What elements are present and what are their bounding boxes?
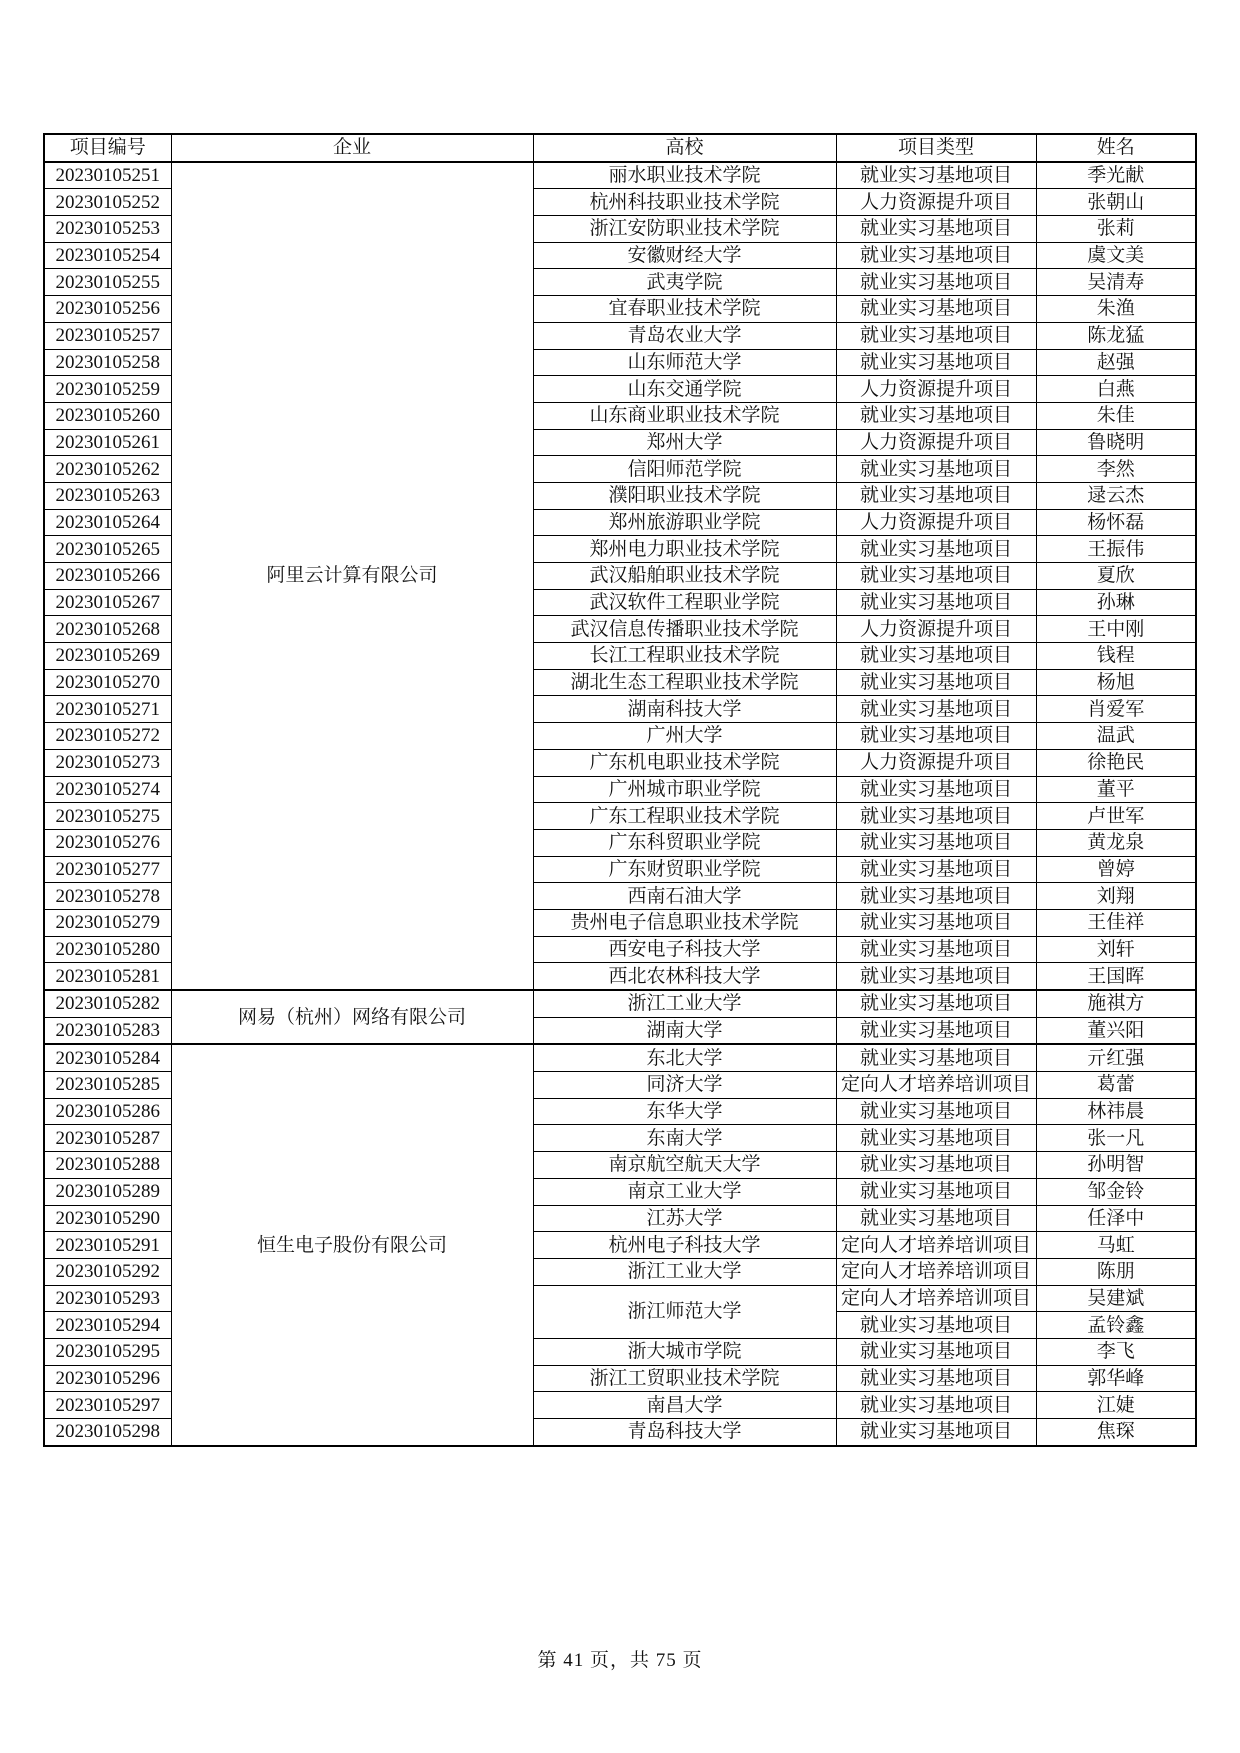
project-type-cell: 就业实习基地项目 [836, 402, 1036, 429]
project-id-cell: 20230105271 [44, 696, 171, 723]
person-name-cell: 李然 [1036, 456, 1196, 483]
project-id-cell: 20230105269 [44, 643, 171, 670]
university-cell: 浙江安防职业技术学院 [533, 216, 836, 243]
person-name-cell: 夏欣 [1036, 563, 1196, 590]
university-cell: 杭州电子科技大学 [533, 1232, 836, 1259]
project-type-cell: 就业实习基地项目 [836, 589, 1036, 616]
person-name-cell: 李飞 [1036, 1338, 1196, 1365]
table-row [44, 162, 1196, 189]
university-cell: 郑州电力职业技术学院 [533, 536, 836, 563]
university-cell: 同济大学 [533, 1072, 836, 1099]
person-name-cell: 林祎晨 [1036, 1098, 1196, 1125]
project-type-cell: 人力资源提升项目 [836, 429, 1036, 456]
project-type-cell: 就业实习基地项目 [836, 883, 1036, 910]
university-cell: 东华大学 [533, 1098, 836, 1125]
project-type-cell: 就业实习基地项目 [836, 669, 1036, 696]
project-type-cell: 就业实习基地项目 [836, 1098, 1036, 1125]
project-type-cell: 就业实习基地项目 [836, 349, 1036, 376]
university-cell: 青岛科技大学 [533, 1419, 836, 1446]
project-type-cell: 就业实习基地项目 [836, 162, 1036, 189]
university-cell: 山东商业职业技术学院 [533, 402, 836, 429]
project-id-cell: 20230105275 [44, 803, 171, 830]
person-name-cell: 孙琳 [1036, 589, 1196, 616]
person-name-cell: 王国晖 [1036, 963, 1196, 990]
project-type-cell: 就业实习基地项目 [836, 536, 1036, 563]
person-name-cell: 江婕 [1036, 1392, 1196, 1419]
project-id-cell: 20230105278 [44, 883, 171, 910]
university-cell: 广州大学 [533, 723, 836, 750]
university-cell: 浙大城市学院 [533, 1338, 836, 1365]
person-name-cell: 孙明智 [1036, 1152, 1196, 1179]
project-id-cell: 20230105264 [44, 509, 171, 536]
project-id-cell: 20230105283 [44, 1017, 171, 1044]
university-cell: 浙江师范大学 [533, 1285, 836, 1338]
project-id-cell: 20230105259 [44, 376, 171, 403]
company-cell: 网易（杭州）网络有限公司 [171, 990, 533, 1044]
project-id-cell: 20230105281 [44, 963, 171, 990]
person-name-cell: 董兴阳 [1036, 1017, 1196, 1044]
university-cell: 郑州大学 [533, 429, 836, 456]
project-id-cell: 20230105268 [44, 616, 171, 643]
project-id-cell: 20230105282 [44, 990, 171, 1017]
project-id-cell: 20230105290 [44, 1205, 171, 1232]
person-name-cell: 季光献 [1036, 162, 1196, 189]
company-cell: 恒生电子股份有限公司 [171, 1044, 533, 1445]
university-cell: 南京工业大学 [533, 1178, 836, 1205]
project-id-cell: 20230105261 [44, 429, 171, 456]
project-type-cell: 就业实习基地项目 [836, 216, 1036, 243]
person-name-cell: 王中刚 [1036, 616, 1196, 643]
table-header [44, 134, 1196, 162]
university-cell: 湖南大学 [533, 1017, 836, 1044]
person-name-cell: 朱渔 [1036, 296, 1196, 323]
university-cell: 丽水职业技术学院 [533, 162, 836, 189]
project-id-cell: 20230105252 [44, 189, 171, 216]
person-name-cell: 郭华峰 [1036, 1365, 1196, 1392]
person-name-cell: 刘翔 [1036, 883, 1196, 910]
project-id-cell: 20230105287 [44, 1125, 171, 1152]
project-id-cell: 20230105251 [44, 162, 171, 189]
project-type-cell: 人力资源提升项目 [836, 749, 1036, 776]
project-id-cell: 20230105274 [44, 776, 171, 803]
university-cell: 浙江工业大学 [533, 1258, 836, 1285]
project-id-cell: 20230105293 [44, 1285, 171, 1312]
project-id-cell: 20230105280 [44, 936, 171, 963]
project-type-cell: 就业实习基地项目 [836, 723, 1036, 750]
project-type-cell: 就业实习基地项目 [836, 1044, 1036, 1071]
university-cell: 东南大学 [533, 1125, 836, 1152]
university-cell: 广东财贸职业学院 [533, 856, 836, 883]
person-name-cell: 孟铃鑫 [1036, 1312, 1196, 1339]
university-cell: 郑州旅游职业学院 [533, 509, 836, 536]
university-cell: 广州城市职业学院 [533, 776, 836, 803]
university-cell: 武汉信息传播职业技术学院 [533, 616, 836, 643]
university-cell: 江苏大学 [533, 1205, 836, 1232]
project-type-cell: 就业实习基地项目 [836, 1419, 1036, 1446]
person-name-cell: 葛蕾 [1036, 1072, 1196, 1099]
person-name-cell: 施祺方 [1036, 990, 1196, 1017]
project-type-cell: 就业实习基地项目 [836, 936, 1036, 963]
university-cell: 信阳师范学院 [533, 456, 836, 483]
project-id-cell: 20230105276 [44, 829, 171, 856]
person-name-cell: 赵强 [1036, 349, 1196, 376]
project-id-cell: 20230105288 [44, 1152, 171, 1179]
column-header-company: 企业 [171, 134, 533, 162]
university-cell: 山东交通学院 [533, 376, 836, 403]
person-name-cell: 卢世军 [1036, 803, 1196, 830]
person-name-cell: 钱程 [1036, 643, 1196, 670]
project-id-cell: 20230105262 [44, 456, 171, 483]
project-type-cell: 就业实习基地项目 [836, 803, 1036, 830]
project-type-cell: 人力资源提升项目 [836, 376, 1036, 403]
university-cell: 广东科贸职业学院 [533, 829, 836, 856]
person-name-cell: 陈龙猛 [1036, 322, 1196, 349]
project-id-cell: 20230105257 [44, 322, 171, 349]
person-name-cell: 徐艳民 [1036, 749, 1196, 776]
projects-table [43, 133, 1197, 1447]
project-id-cell: 20230105297 [44, 1392, 171, 1419]
university-cell: 东北大学 [533, 1044, 836, 1071]
project-type-cell: 就业实习基地项目 [836, 829, 1036, 856]
person-name-cell: 马虹 [1036, 1232, 1196, 1259]
person-name-cell: 逯云杰 [1036, 482, 1196, 509]
person-name-cell: 邹金铃 [1036, 1178, 1196, 1205]
person-name-cell: 吴清寿 [1036, 269, 1196, 296]
university-cell: 长江工程职业技术学院 [533, 643, 836, 670]
person-name-cell: 张一凡 [1036, 1125, 1196, 1152]
project-type-cell: 就业实习基地项目 [836, 1365, 1036, 1392]
person-name-cell: 虞文美 [1036, 242, 1196, 269]
project-id-cell: 20230105272 [44, 723, 171, 750]
project-type-cell: 就业实习基地项目 [836, 1125, 1036, 1152]
project-id-cell: 20230105298 [44, 1419, 171, 1446]
university-cell: 武夷学院 [533, 269, 836, 296]
project-id-cell: 20230105279 [44, 909, 171, 936]
column-header-project-id: 项目编号 [44, 134, 171, 162]
person-name-cell: 肖爱军 [1036, 696, 1196, 723]
project-type-cell: 就业实习基地项目 [836, 242, 1036, 269]
project-type-cell: 就业实习基地项目 [836, 296, 1036, 323]
project-id-cell: 20230105253 [44, 216, 171, 243]
project-type-cell: 人力资源提升项目 [836, 509, 1036, 536]
project-type-cell: 就业实习基地项目 [836, 643, 1036, 670]
project-id-cell: 20230105265 [44, 536, 171, 563]
university-cell: 山东师范大学 [533, 349, 836, 376]
university-cell: 广东工程职业技术学院 [533, 803, 836, 830]
person-name-cell: 刘轩 [1036, 936, 1196, 963]
person-name-cell: 朱佳 [1036, 402, 1196, 429]
project-type-cell: 定向人才培养培训项目 [836, 1072, 1036, 1099]
project-id-cell: 20230105256 [44, 296, 171, 323]
project-type-cell: 就业实习基地项目 [836, 1312, 1036, 1339]
university-cell: 广东机电职业技术学院 [533, 749, 836, 776]
project-id-cell: 20230105291 [44, 1232, 171, 1259]
project-id-cell: 20230105296 [44, 1365, 171, 1392]
university-cell: 武汉软件工程职业学院 [533, 589, 836, 616]
project-type-cell: 就业实习基地项目 [836, 1017, 1036, 1044]
person-name-cell: 亓红强 [1036, 1044, 1196, 1071]
project-id-cell: 20230105285 [44, 1072, 171, 1099]
project-type-cell: 就业实习基地项目 [836, 776, 1036, 803]
page-number: 第 41 页，共 75 页 [537, 1650, 703, 1671]
project-type-cell: 就业实习基地项目 [836, 563, 1036, 590]
column-header-university: 高校 [533, 134, 836, 162]
column-header-project-type: 项目类型 [836, 134, 1036, 162]
project-id-cell: 20230105289 [44, 1178, 171, 1205]
project-id-cell: 20230105284 [44, 1044, 171, 1071]
project-id-cell: 20230105295 [44, 1338, 171, 1365]
project-id-cell: 20230105273 [44, 749, 171, 776]
project-type-cell: 就业实习基地项目 [836, 909, 1036, 936]
person-name-cell: 鲁晓明 [1036, 429, 1196, 456]
project-type-cell: 就业实习基地项目 [836, 856, 1036, 883]
table-row [44, 990, 1196, 1017]
project-type-cell: 就业实习基地项目 [836, 1338, 1036, 1365]
project-id-cell: 20230105255 [44, 269, 171, 296]
university-cell: 青岛农业大学 [533, 322, 836, 349]
project-type-cell: 就业实习基地项目 [836, 1205, 1036, 1232]
university-cell: 湖北生态工程职业技术学院 [533, 669, 836, 696]
person-name-cell: 黄龙泉 [1036, 829, 1196, 856]
project-table-body [44, 162, 1196, 1446]
person-name-cell: 任泽中 [1036, 1205, 1196, 1232]
person-name-cell: 张朝山 [1036, 189, 1196, 216]
person-name-cell: 焦琛 [1036, 1419, 1196, 1446]
university-cell: 西南石油大学 [533, 883, 836, 910]
person-name-cell: 张莉 [1036, 216, 1196, 243]
university-cell: 武汉船舶职业技术学院 [533, 563, 836, 590]
university-cell: 浙江工业大学 [533, 990, 836, 1017]
company-cell: 阿里云计算有限公司 [171, 162, 533, 990]
person-name-cell: 吴建斌 [1036, 1285, 1196, 1312]
project-id-cell: 20230105267 [44, 589, 171, 616]
university-cell: 杭州科技职业技术学院 [533, 189, 836, 216]
project-type-cell: 定向人才培养培训项目 [836, 1258, 1036, 1285]
university-cell: 浙江工贸职业技术学院 [533, 1365, 836, 1392]
university-cell: 南京航空航天大学 [533, 1152, 836, 1179]
table-row [44, 1044, 1196, 1071]
project-id-cell: 20230105266 [44, 563, 171, 590]
project-type-cell: 就业实习基地项目 [836, 990, 1036, 1017]
column-header-name: 姓名 [1036, 134, 1196, 162]
university-cell: 西安电子科技大学 [533, 936, 836, 963]
project-id-cell: 20230105260 [44, 402, 171, 429]
person-name-cell: 杨怀磊 [1036, 509, 1196, 536]
project-type-cell: 人力资源提升项目 [836, 616, 1036, 643]
project-id-cell: 20230105254 [44, 242, 171, 269]
project-id-cell: 20230105294 [44, 1312, 171, 1339]
project-type-cell: 定向人才培养培训项目 [836, 1232, 1036, 1259]
university-cell: 西北农林科技大学 [533, 963, 836, 990]
project-type-cell: 就业实习基地项目 [836, 1152, 1036, 1179]
university-cell: 濮阳职业技术学院 [533, 482, 836, 509]
person-name-cell: 王振伟 [1036, 536, 1196, 563]
project-id-cell: 20230105277 [44, 856, 171, 883]
project-id-cell: 20230105263 [44, 482, 171, 509]
university-cell: 安徽财经大学 [533, 242, 836, 269]
project-type-cell: 就业实习基地项目 [836, 1178, 1036, 1205]
person-name-cell: 陈朋 [1036, 1258, 1196, 1285]
person-name-cell: 白燕 [1036, 376, 1196, 403]
university-cell: 贵州电子信息职业技术学院 [533, 909, 836, 936]
project-type-cell: 人力资源提升项目 [836, 189, 1036, 216]
project-id-cell: 20230105258 [44, 349, 171, 376]
project-id-cell: 20230105286 [44, 1098, 171, 1125]
person-name-cell: 王佳祥 [1036, 909, 1196, 936]
project-type-cell: 就业实习基地项目 [836, 482, 1036, 509]
project-id-cell: 20230105292 [44, 1258, 171, 1285]
person-name-cell: 杨旭 [1036, 669, 1196, 696]
project-type-cell: 就业实习基地项目 [836, 322, 1036, 349]
project-type-cell: 就业实习基地项目 [836, 696, 1036, 723]
header-row [44, 134, 1196, 162]
project-type-cell: 就业实习基地项目 [836, 1392, 1036, 1419]
person-name-cell: 曾婷 [1036, 856, 1196, 883]
university-cell: 湖南科技大学 [533, 696, 836, 723]
project-type-cell: 定向人才培养培训项目 [836, 1285, 1036, 1312]
person-name-cell: 温武 [1036, 723, 1196, 750]
project-id-cell: 20230105270 [44, 669, 171, 696]
university-cell: 南昌大学 [533, 1392, 836, 1419]
person-name-cell: 董平 [1036, 776, 1196, 803]
university-cell: 宜春职业技术学院 [533, 296, 836, 323]
project-type-cell: 就业实习基地项目 [836, 963, 1036, 990]
project-type-cell: 就业实习基地项目 [836, 456, 1036, 483]
project-type-cell: 就业实习基地项目 [836, 269, 1036, 296]
